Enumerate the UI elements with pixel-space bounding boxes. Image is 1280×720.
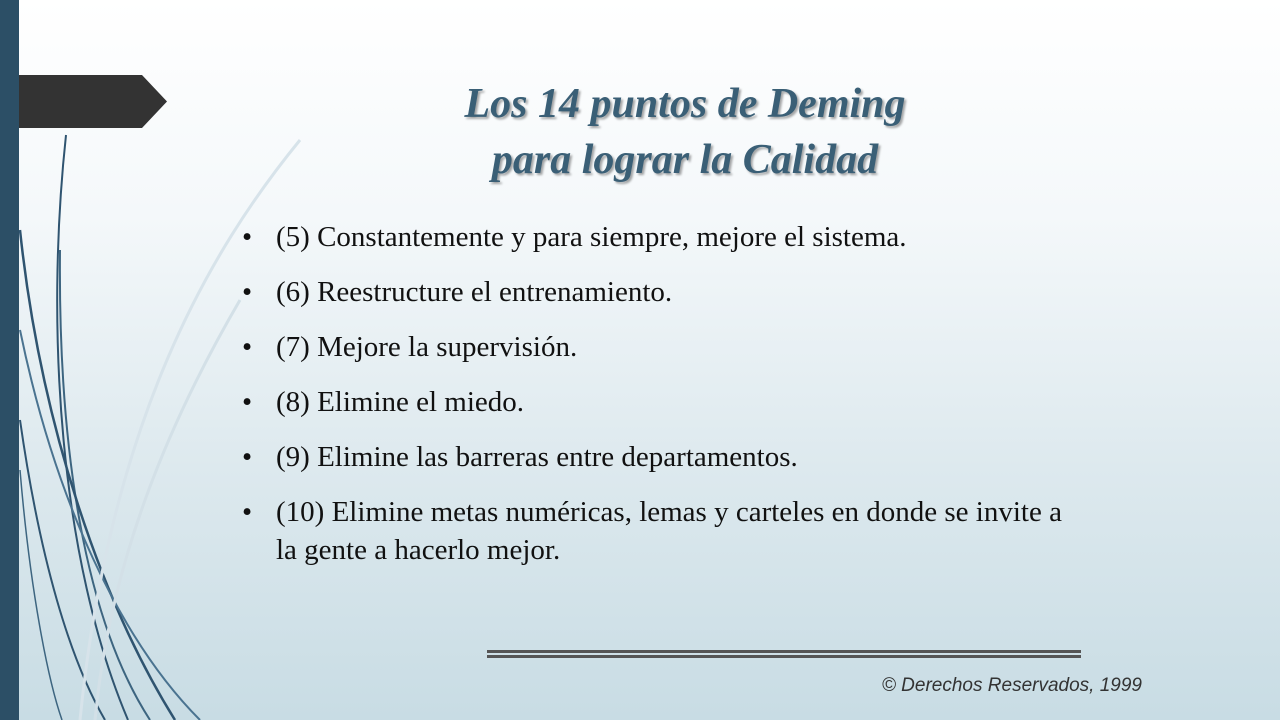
slide-title	[320, 76, 1050, 188]
arrow-tab	[19, 75, 167, 128]
bullet-item: • (7) Mejore la supervisión.	[236, 328, 1066, 366]
bullet-item: • (6) Reestructure el entrenamiento.	[236, 273, 1066, 311]
bullet-item: • (10) Elimine metas numéricas, lemas y carteles en donde se invite a la gente a hacerlo mejor.	[236, 493, 1066, 569]
copyright-notice: © Derechos Reservados, 1999	[881, 675, 1142, 696]
title-line-2: para lograr la Calidad	[491, 137, 879, 183]
divider-line-top	[487, 650, 1081, 653]
bullet-item: • (5) Constantemente y para siempre, mejore el sistema.	[236, 218, 1066, 256]
curve-5	[20, 420, 105, 720]
bullet-item: • (9) Elimine las barreras entre departamentos.	[236, 438, 1066, 476]
bullet-list	[236, 218, 1066, 586]
bullet-item: • (8) Elimine el miedo.	[236, 383, 1066, 421]
title-line-1: Los 14 puntos de Deming	[464, 81, 906, 127]
divider-line-bottom	[487, 655, 1081, 658]
